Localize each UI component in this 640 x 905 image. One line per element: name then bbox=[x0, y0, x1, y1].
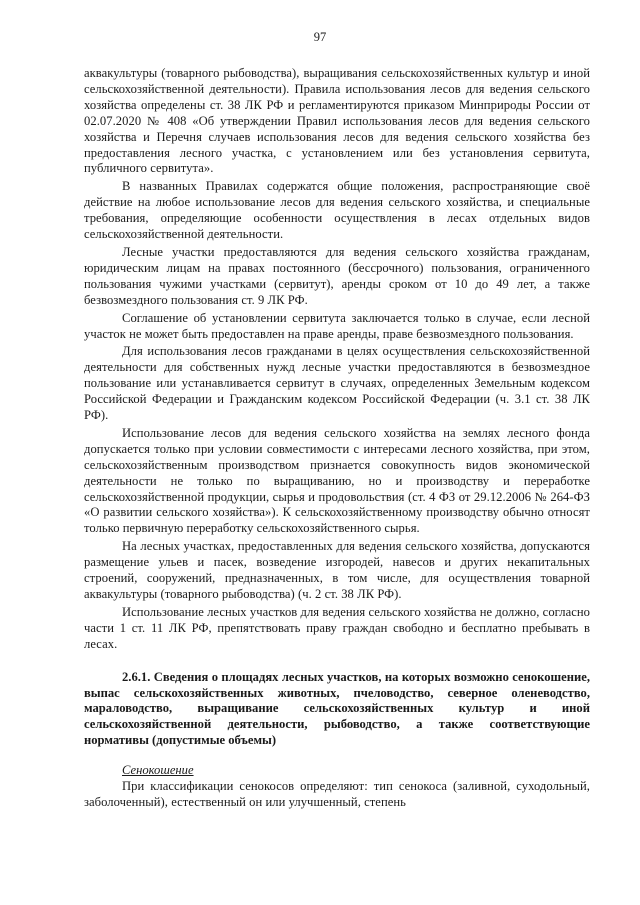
document-body bbox=[84, 66, 590, 811]
page-number: 97 bbox=[313, 30, 327, 44]
paragraph-2: В названных Правилах содержатся общие положения, распространяющие своё действие на любое использование лесов для ведения сельского хозяйства, и специальные требования, определяющие особенности осуществления в лесах отдельных видов сельскохозяйственной деятельности. bbox=[84, 179, 590, 242]
section-heading: 2.6.1. Сведения о площадях лесных участков, на которых возможно сенокошение, выпас сельскохозяйственных животных, пчеловодство, северное оленеводство, мараловодство, выращивание сельскохозяйственных культур и иной сельскохозяйственной деятельности, рыбоводство, а также соответствующие нормативы (допустимые объемы) bbox=[84, 669, 590, 748]
paragraph-4: Соглашение об установлении сервитута заключается только в случае, если лесной участок не может быть предоставлен на праве аренды, праве безвозмездного пользования. bbox=[84, 310, 590, 341]
paragraph-1: аквакультуры (товарного рыбоводства), выращивания сельскохозяйственных культур и иной сельскохозяйственной деятельности). Правила использования лесов для ведения сельского хозяйства определены ст. 38 ЛК РФ и регламентируются приказом Минприроды России от 02.07.2020 № 408 «Об утверждении Правил использования лесов для ведения сельского хозяйства и Перечня случаев использования лесов для ведения сельского хозяйства без предоставления лесного участка, с установлением или без установления сервитута, публичного сервитута». bbox=[84, 66, 590, 176]
paragraph-8: Использование лесных участков для ведения сельского хозяйства не должно, согласно части 1 ст. 11 ЛК РФ, препятствовать праву граждан свободно и бесплатно пребывать в лесах. bbox=[84, 604, 590, 651]
paragraph-6: Использование лесов для ведения сельского хозяйства на землях лесного фонда допускается только при условии совместимости с интересами лесного хозяйства, при этом, сельскохозяйственным производством признается совокупность видов экономической деятельности не только по выращиванию, но и производству и переработке сельскохозяйственной продукции, сырья и продовольствия (ст. 4 ФЗ от 29.12.2006 № 264-ФЗ «О развитии сельского хозяйства»). К сельскохозяйственному производству обычно относят только первичную переработку сельскохозяйственного сырья. bbox=[84, 425, 590, 536]
paragraph-3: Лесные участки предоставляются для ведения сельского хозяйства гражданам, юридическим лицам на правах постоянного (бессрочного) пользования, ограниченного пользования чужими участками (сервитут), аренды сроком от 10 до 49 лет, а также безвозмездного пользования ст. 9 ЛК РФ. bbox=[84, 244, 590, 307]
subheading: Сенокошение bbox=[122, 763, 194, 778]
paragraph-7: На лесных участках, предоставленных для ведения сельского хозяйства, допускаются размещение ульев и пасек, возведение изгородей, навесов и других некапитальных строений, сооружений, предназначенных, в том числе, для осуществления товарной аквакультуры (товарного рыбоводства) (ч. 2 ст. 38 ЛК РФ). bbox=[84, 539, 590, 601]
paragraph-last: При классификации сенокосов определяют: тип сенокоса (заливной, суходольный, заболоченный), естественный он или улучшенный, степень bbox=[84, 779, 590, 809]
paragraph-5: Для использования лесов гражданами в целях осуществления сельскохозяйственной деятельности для собственных нужд лесные участки предоставляются в безвозмездное пользование или устанавливается сервитут в случаях, определенных Земельным кодексом Российской Федерации и Гражданским кодексом Российской Федерации (ч. 3.1 ст. 38 ЛК РФ). bbox=[84, 344, 590, 423]
